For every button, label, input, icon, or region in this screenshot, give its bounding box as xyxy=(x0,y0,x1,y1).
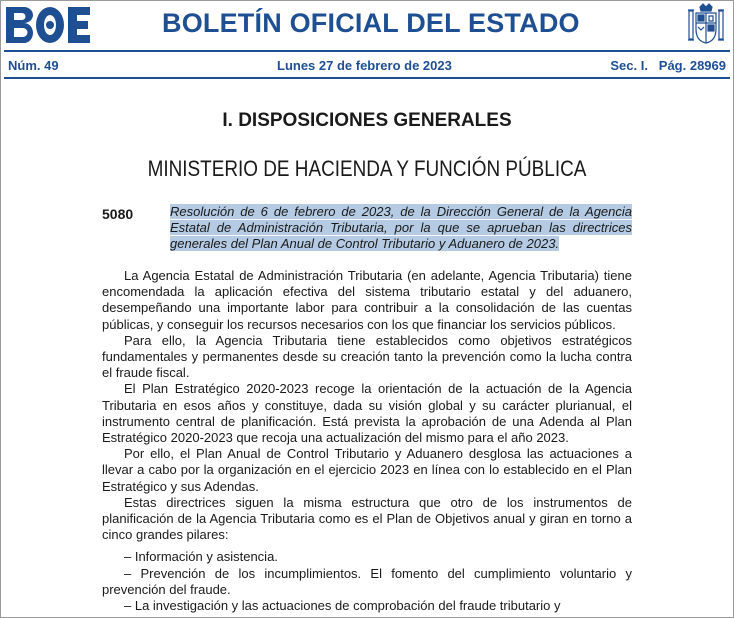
list-item: – Prevención de los incumplimientos. El fomento del cumplimiento voluntario y prevención del fraude. xyxy=(102,565,632,597)
paragraph: El Plan Estratégico 2020-2023 recoge la orientación de la actuación de la Agencia Tributaria en esos años y constituye, dada su visión global y su carácter plurianual, el instrumento central de planificación. Está prevista la aprobación de una Adenda al Plan Estratégico 2020-2023 que recoja una actualización del mismo para el año 2023. xyxy=(102,381,632,446)
coat-of-arms-icon xyxy=(686,3,726,47)
header-rule-bottom xyxy=(4,77,730,79)
paragraph: Por ello, el Plan Anual de Control Tributario y Aduanero desglosa las actuaciones a llevar a cabo por la organización en el ejercicio 2023 en línea con lo establecido en el Plan Estratégico y sus Adendas. xyxy=(102,446,632,494)
header-rule-top xyxy=(4,50,730,52)
order-number: 5080 xyxy=(102,206,134,222)
boe-logo xyxy=(6,7,90,43)
issue-number: Núm. 49 xyxy=(8,58,59,73)
section-page: Sec. I. Pág. 28969 xyxy=(610,58,726,73)
selected-summary-text[interactable]: Resolución de 6 de febrero de 2023, de la Dirección General de la Agencia Estatal de Administración Tributaria, por la que se aprueban las directrices generales del Plan Anual de Control Tributario y Aduanero de 2023. xyxy=(170,204,632,251)
issue-date: Lunes 27 de febrero de 2023 xyxy=(277,58,452,73)
paragraph: Estas directrices siguen la misma estructura que otro de los instrumentos de planificación de la Agencia Tributaria como es el Plan de Objetivos anual y giran en torno a cinco grandes pilares: xyxy=(102,494,632,543)
list-item: – Información y asistencia. xyxy=(124,549,278,565)
list-item: – La investigación y las actuaciones de comprobación del fraude tributario y xyxy=(124,598,561,614)
resolution-summary[interactable] xyxy=(170,204,632,252)
ministry-heading: MINISTERIO DE HACIENDA Y FUNCIÓN PÚBLICA xyxy=(147,156,587,181)
section-title: I. DISPOSICIONES GENERALES xyxy=(222,110,512,131)
paragraph: Para ello, la Agencia Tributaria tiene establecidos como objetivos estratégicos fundamentales y permanentes desde su creación tanto la prevención como la lucha contra el fraude fiscal. xyxy=(102,332,632,381)
paragraph: La Agencia Estatal de Administración Tributaria (en adelante, Agencia Tributaria) tiene encomendada la aplicación efectiva del sistema tributario estatal y del aduanero, desempeñando una importante labor para contribuir a la consolidación de las cuentas públicas, y conseguir los recursos necesarios con los que financiar los servicios públicos. xyxy=(102,268,632,332)
masthead-title: BOLETÍN OFICIAL DEL ESTADO xyxy=(162,8,580,38)
document-body xyxy=(102,268,632,614)
